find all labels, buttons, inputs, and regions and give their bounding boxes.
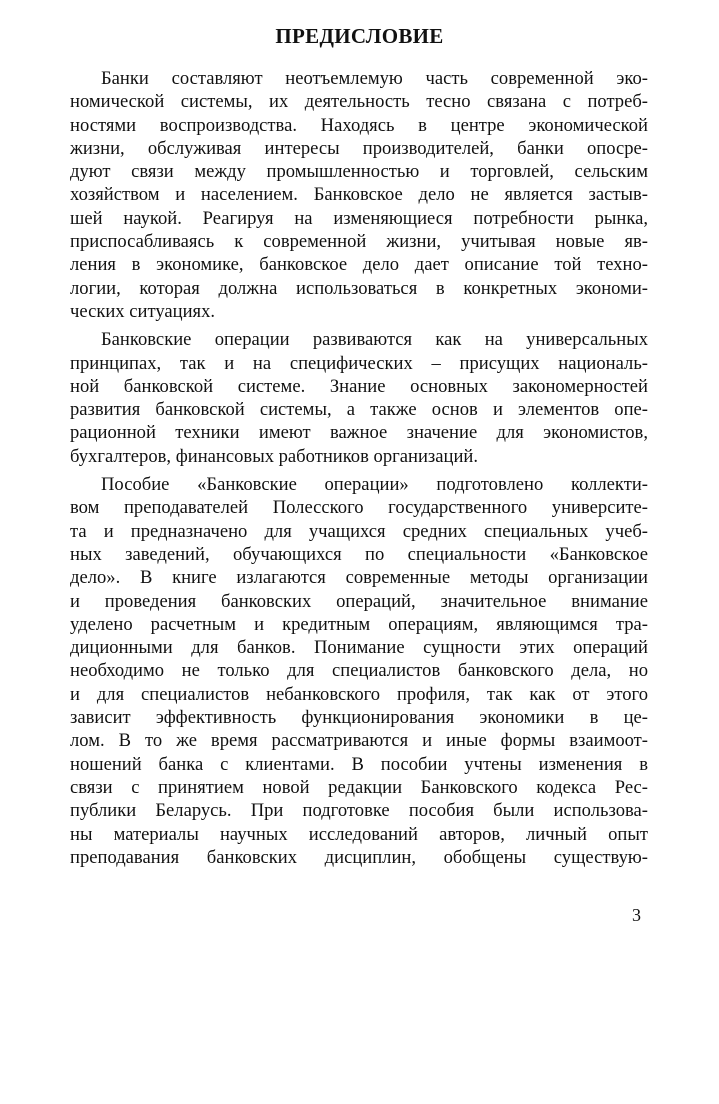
page-title: ПРЕДИСЛОВИЕ	[275, 24, 444, 48]
text-line: и для специалистов небанковского профиля, так как от этого	[70, 683, 648, 705]
text-line: ных заведений, обучающихся по специальности «Банковское	[70, 543, 648, 565]
text-line: приспосабливаясь к современной жизни, учитывая новые яв-	[70, 231, 648, 253]
text-line: та и предназначено для учащихся средних специальных учеб-	[70, 520, 648, 542]
text-line: преподавания банковских дисциплин, обобщены существую-	[70, 846, 648, 868]
text-line: логии, которая должна использоваться в конкретных экономи-	[70, 277, 648, 299]
text-line: Банки составляют неотъемлемую часть современной эко-	[101, 68, 648, 89]
text-line: рационной техники имеют важное значение для экономистов,	[70, 422, 648, 444]
text-line: принципах, так и на специфических – присущих националь-	[70, 352, 648, 374]
text-line: ношений банка с клиентами. В пособии учтены изменения в	[70, 753, 648, 775]
text-line: ны материалы научных исследований авторов, личный опыт	[70, 823, 648, 845]
text-line: дуют связи между промышленностью и торговлей, сельским	[70, 161, 648, 183]
text-line: бухгалтеров, финансовых работников организаций.	[70, 445, 479, 467]
text-line: диционными для банков. Понимание сущности этих операций	[70, 637, 648, 659]
text-line: зависит эффективность функционирования экономики в це-	[70, 707, 648, 729]
text-line: дело». В книге излагаются современные методы организации	[70, 567, 648, 589]
text-line: Пособие «Банковские операции» подготовлено коллекти-	[101, 474, 648, 496]
text-line: ной банковской системе. Знание основных закономерностей	[70, 375, 648, 397]
text-line: и проведения банковских операций, значительное внимание	[70, 590, 648, 612]
text-line: лом. В то же время рассматриваются и иные формы взаимоот-	[70, 730, 648, 752]
preface-text	[70, 67, 648, 869]
text-line: ления в экономике, банковское дело дает описание той техно-	[70, 254, 648, 276]
text-line: номической системы, их деятельность тесно связана с потреб-	[70, 91, 648, 113]
text-line: жизни, обслуживая интересы производителей, банки опосре-	[70, 137, 648, 159]
text-line: необходимо не только для специалистов банковского дела, но	[70, 660, 648, 682]
text-line: вом преподавателей Полесского государственного университе-	[70, 497, 648, 519]
text-line: Банковские операции развиваются как на универсальных	[101, 329, 648, 351]
text-line: ностями воспроизводства. Находясь в центре экономической	[70, 114, 648, 136]
text-line: развития банковской системы, а также основ и элементов опе-	[70, 399, 648, 421]
paragraph-2	[70, 328, 648, 468]
text-line: публики Беларусь. При подготовке пособия были использова-	[70, 800, 648, 822]
text-line: связи с принятием новой редакции Банковского кодекса Рес-	[70, 776, 648, 798]
text-line: шей наукой. Реагируя на изменяющиеся потребности рынка,	[70, 207, 648, 229]
text-line: хозяйством и населением. Банковское дело не является застыв-	[70, 184, 648, 206]
paragraph-3	[70, 473, 648, 869]
text-line: ческих ситуациях.	[70, 300, 216, 322]
paragraph-1	[70, 67, 648, 323]
text-line: уделено расчетным и кредитным операциям, являющимся тра-	[70, 613, 648, 635]
page-number: 3	[632, 905, 641, 925]
